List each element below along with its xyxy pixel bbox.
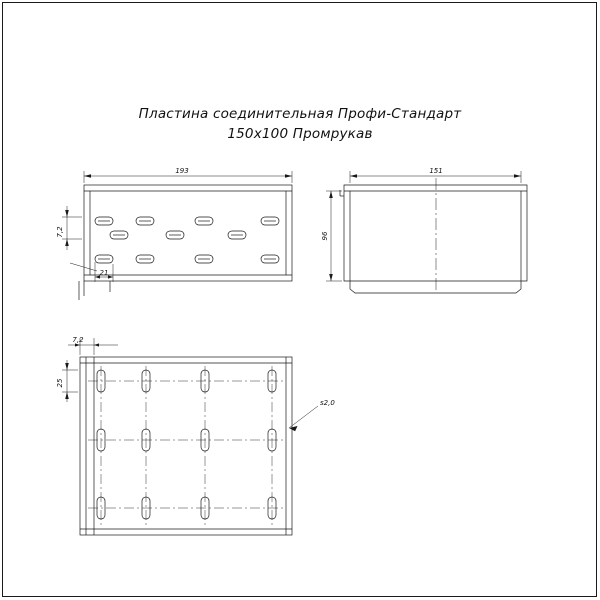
plan-view [62,338,318,535]
front-dim-72-label: 7,2 [56,226,64,238]
side-view [326,171,527,293]
front-slot-row-3 [95,255,279,263]
plan-centerlines-horizontal [88,381,285,508]
front-slot-row-1 [95,217,279,225]
plan-centerlines-vertical [101,366,272,526]
plan-dim-25 [62,360,78,402]
side-dim-96-label: 96 [321,231,329,241]
side-dim-151-label: 151 [429,167,443,175]
front-view [62,171,292,300]
plan-leader-label: s2,0 [320,399,335,407]
title-line-2: 150х100 Промрукав [227,126,373,142]
front-slot-row-2 [110,231,246,239]
front-dim-72 [62,206,82,250]
front-dim-193-label: 193 [175,167,189,175]
plan-dim-25-label: 25 [56,378,64,388]
plan-dim-72-label: 7,2 [72,336,84,344]
front-dim-21-label: 21 [99,269,109,277]
plan-leader-thickness [289,406,318,431]
title-line-1: Пластина соединительная Профи-Стандарт [138,106,462,122]
